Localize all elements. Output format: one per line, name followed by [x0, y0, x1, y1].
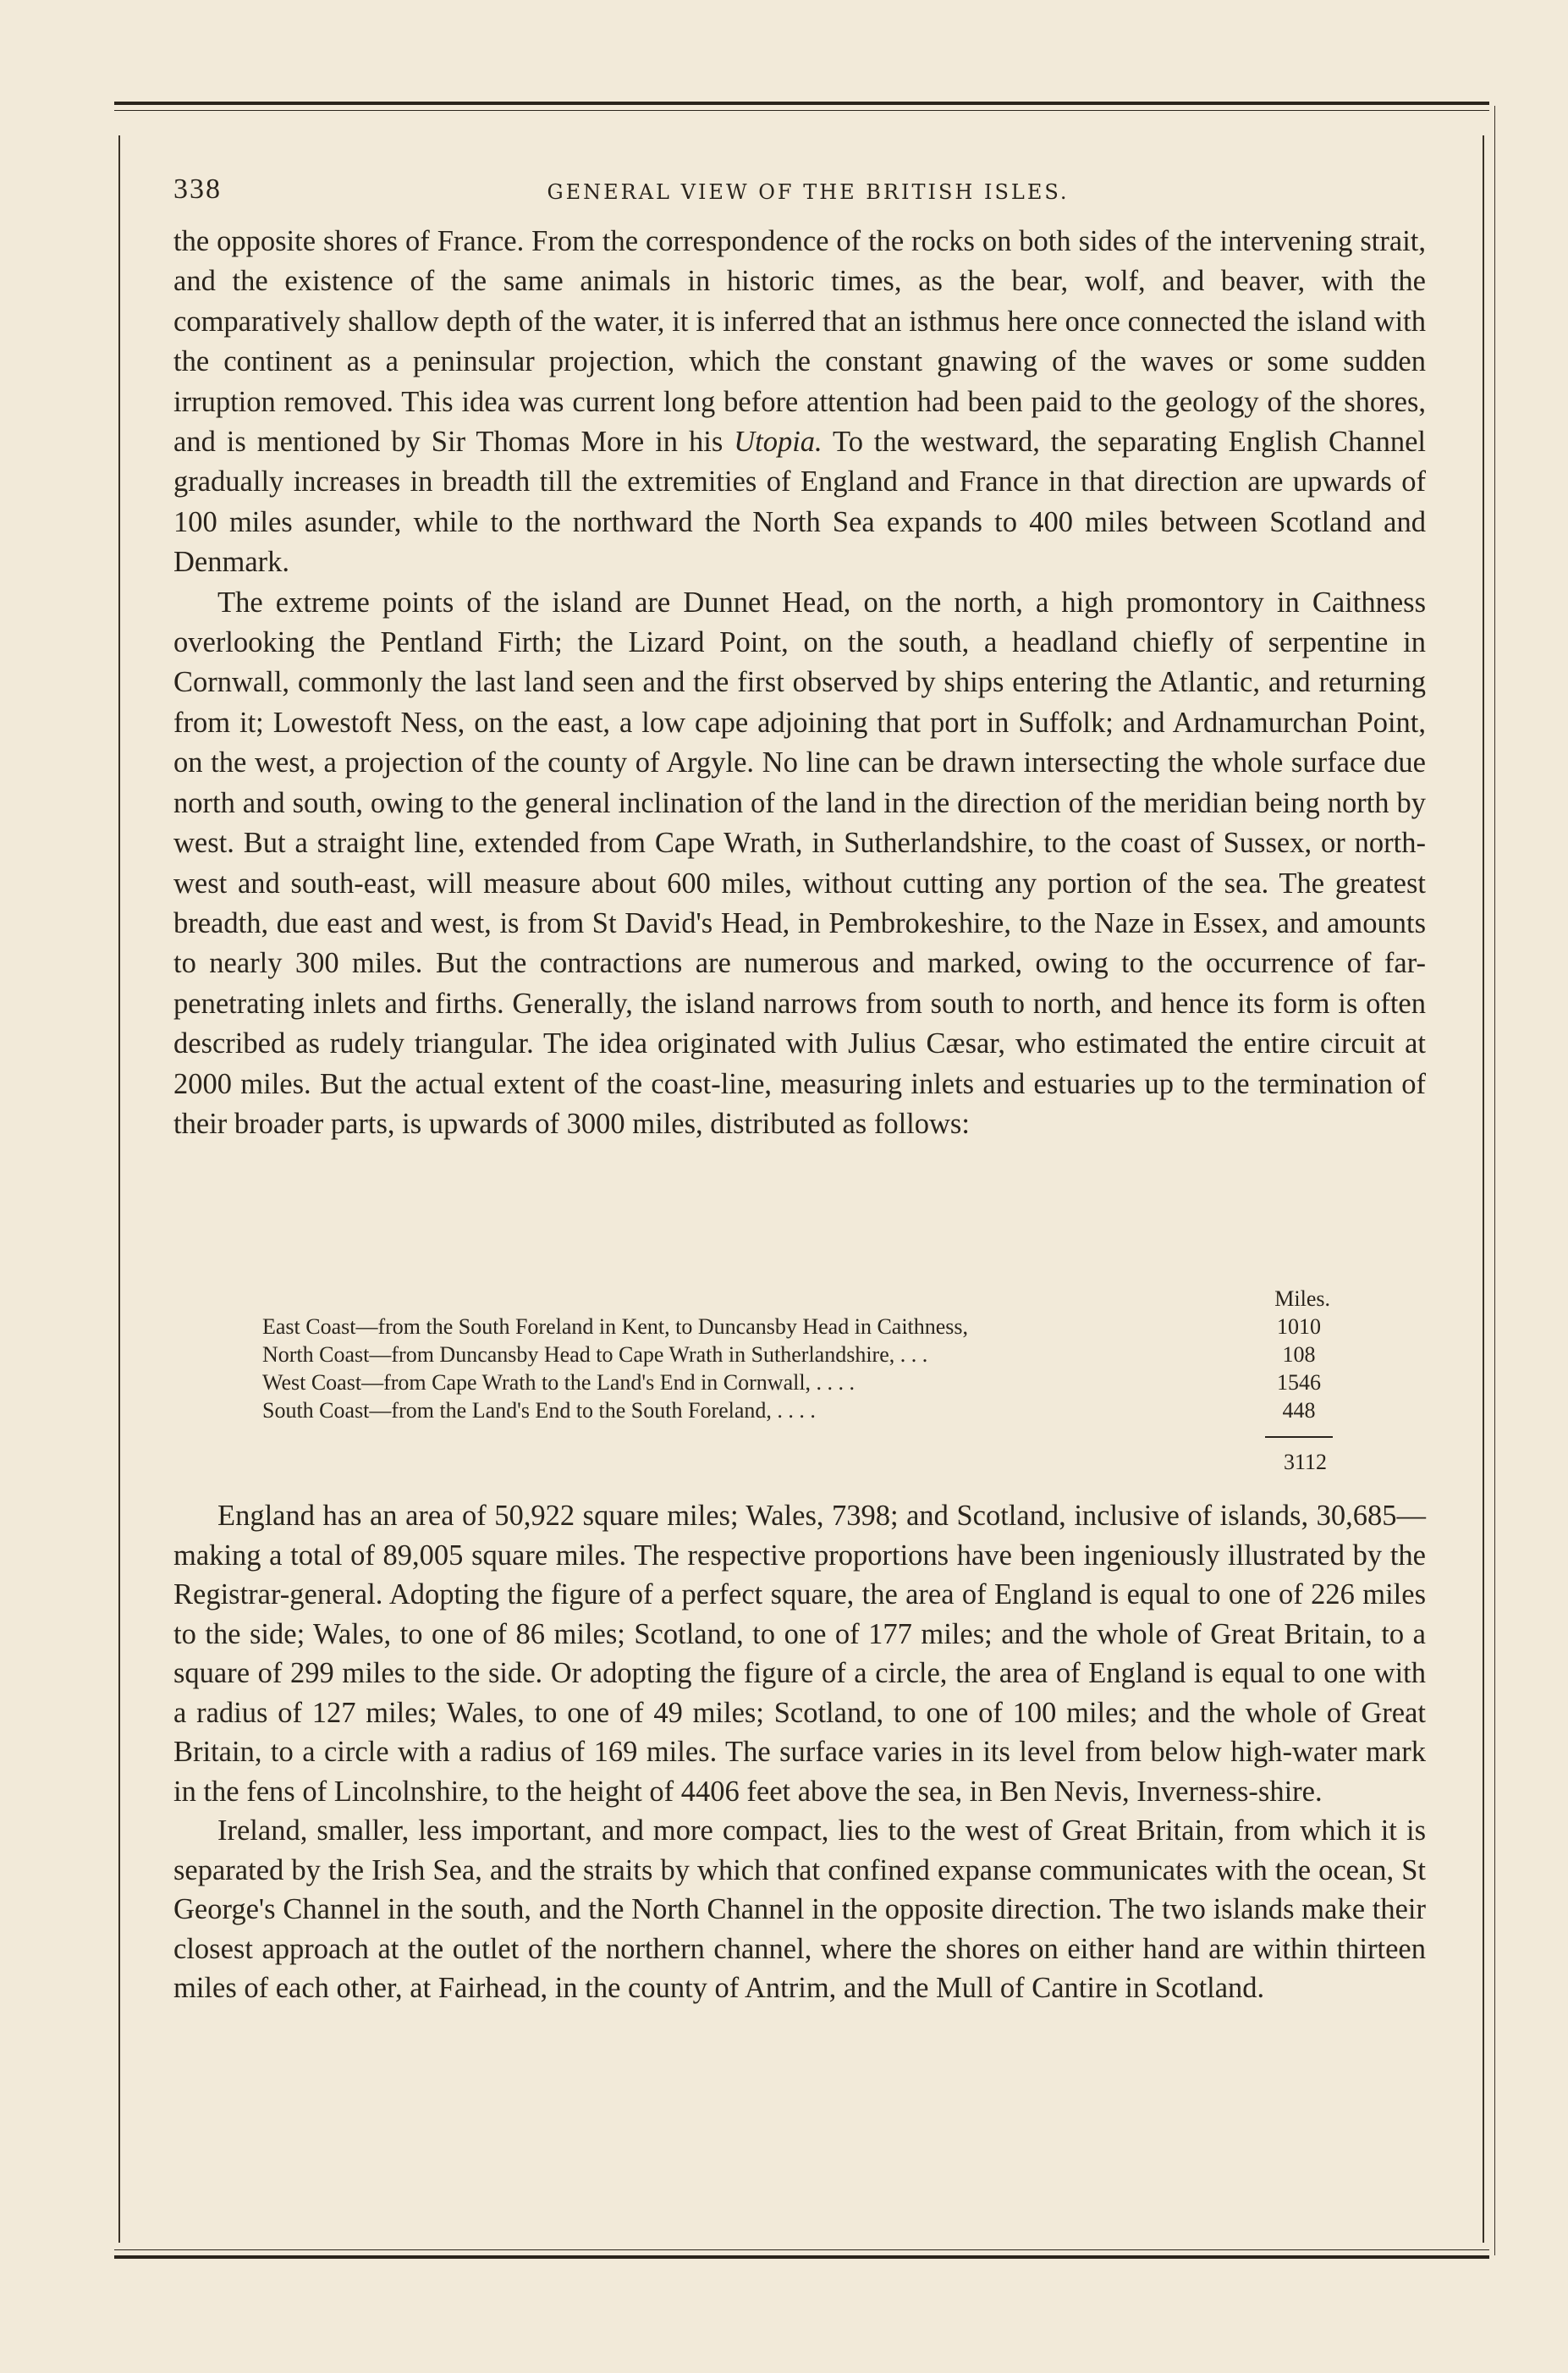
- page-number: 338: [173, 173, 222, 205]
- page-border-bottom: [114, 2249, 1489, 2259]
- table-row: [262, 1396, 1337, 1424]
- table-total: 3112: [1283, 1450, 1327, 1474]
- paragraph-1: the opposite shores of France. From the correspondence of the rocks on both sides of the intervening strait, and the existence of the same animals in historic times, as the bear, wolf, and beaver, with the comparatively shallow depth of the water, it is inferred that an isthmus here once connected the island with the continent as a peninsular projection, which the constant gnawing of the waves or some sudden irruption removed. This idea was current long before attention had been paid to the geology of the shores, and is mentioned by Sir Thomas More in his Utopia. To the westward, the separating English Channel gradually increases in breadth till the extremities of England and France in that direction are upwards of 100 miles asunder, while to the northward the North Sea expands to 400 miles between Scotland and Denmark.: [173, 225, 1426, 579]
- page-border-left: [118, 135, 120, 2243]
- row-value: 108: [1282, 1342, 1316, 1367]
- sum-rule: [1265, 1436, 1333, 1438]
- coast-table: [262, 1285, 1337, 1476]
- table-unit-header: Miles.: [1274, 1286, 1330, 1311]
- body-text-bottom: [173, 1496, 1426, 2008]
- table-row: [262, 1313, 1337, 1341]
- page-header: [173, 173, 1443, 207]
- paragraph-2: The extreme points of the island are Dunnet Head, on the north, a high promontory in Caithness overlooking the Pentland Firth; the Lizard Point, on the south, a headland chiefly of serpentine in Cornwall, commonly the last land seen and the first observed by ships entering the Atlantic, and returning from it; Lowestoft Ness, on the east, a low cape adjoining that port in Suffolk; and Ardnamurchan Point, on the west, a projection of the county of Argyle. No line can be drawn intersecting the whole surface due north and south, owing to the general inclination of the land in the direction of the meridian being north by west. But a straight line, extended from Cape Wrath, in Sutherlandshire, to the coast of Sussex, or north-west and south-east, will measure about 600 miles, without cutting any portion of the sea. The greatest breadth, due east and west, is from St David's Head, in Pembrokeshire, to the Naze in Essex, and amounts to nearly 300 miles. But the contractions are numerous and marked, owing to the occurrence of far-penetrating inlets and firths. Generally, the island narrows from south to north, and hence its form is often described as rudely triangular. The idea originated with Julius Cæsar, who estimated the entire circuit at 2000 miles. But the actual extent of the coast-line, measuring inlets and estuaries up to the termination of their broader parts, is upwards of 3000 miles, distributed as follows:: [173, 586, 1426, 1140]
- table-row: [262, 1368, 1337, 1396]
- paragraph-4: Ireland, smaller, less important, and more compact, lies to the west of Great Britain, from which it is separated by the Irish Sea, and the straits by which that confined expanse communicates with the ocean, St George's Channel in the south, and the North Channel in the opposite direction. The two islands make their closest approach at the outlet of the northern channel, where the shores on either hand are within thirteen miles of each other, at Fairhead, in the county of Antrim, and the Mull of Cantire in Scotland.: [173, 1814, 1426, 2004]
- italic-title: Utopia.: [734, 426, 823, 459]
- paragraph-3: England has an area of 50,922 square miles; Wales, 7398; and Scotland, inclusive of islands, 30,685—making a total of 89,005 square miles. The respective proportions have been ingeniously illustrated by the Registrar-general. Adopting the figure of a perfect square, the area of England is equal to one of 226 miles to the side; Wales, to one of 86 miles; Scotland, to one of 177 miles; and the whole of Great Britain, to a square of 299 miles to the side. Or adopting the figure of a circle, the area of England is equal to one with a radius of 127 miles; Wales, to one of 49 miles; Scotland, to one of 100 miles; and the whole of Great Britain, to a circle with a radius of 169 miles. The surface varies in its level from below high-water mark in the fens of Lincolnshire, to the height of 4406 feet above the sea, in Ben Nevis, Inverness-shire.: [173, 1500, 1426, 1808]
- row-value: 1546: [1277, 1370, 1321, 1395]
- row-value: 448: [1282, 1398, 1316, 1423]
- running-title: GENERAL VIEW OF THE BRITISH ISLES.: [547, 180, 1070, 204]
- body-text-top: [173, 222, 1426, 1144]
- page-border-top: [114, 102, 1489, 111]
- page-border-right: [1483, 135, 1484, 2243]
- row-label: South Coast—from the Land's End to the South Foreland, . . . .: [262, 1398, 816, 1423]
- row-label: East Coast—from the South Foreland in Kent, to Duncansby Head in Caithness,: [262, 1314, 969, 1339]
- table-row: [262, 1341, 1337, 1368]
- row-value: 1010: [1277, 1314, 1321, 1339]
- row-label: North Coast—from Duncansby Head to Cape Wrath in Sutherlandshire, . . .: [262, 1342, 928, 1367]
- page-border-right-outer: [1494, 106, 1495, 2255]
- row-label: West Coast—from Cape Wrath to the Land's End in Cornwall, . . . .: [262, 1370, 856, 1395]
